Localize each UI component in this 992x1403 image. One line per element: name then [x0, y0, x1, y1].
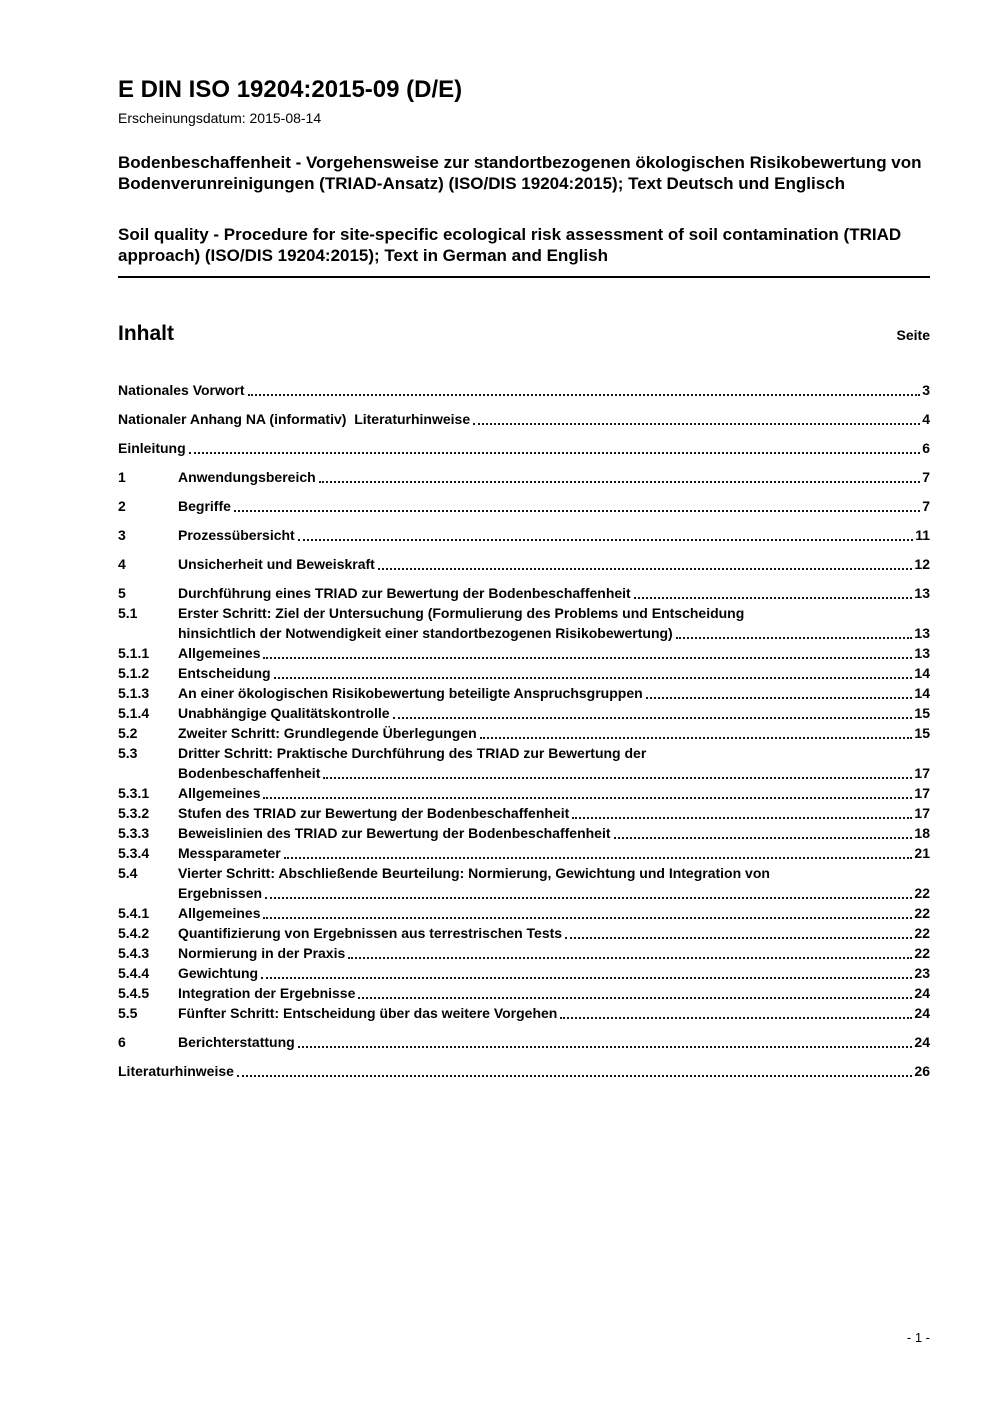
- toc-entry-label: An einer ökologischen Risikobewertung beteiligte Anspruchsgruppen: [178, 684, 643, 701]
- toc-entry-line: [178, 983, 930, 1003]
- toc-entry-label: Messparameter: [178, 844, 281, 861]
- toc-entry-body: [178, 983, 930, 1003]
- toc-entry-label: Durchführung eines TRIAD zur Bewertung der Bodenbeschaffenheit: [178, 584, 631, 601]
- toc-entry-label: Zweiter Schritt: Grundlegende Überlegungen: [178, 724, 477, 741]
- toc-entry-label-line1: Erster Schritt: Ziel der Untersuchung (Formulierung des Problems und Entscheidung: [178, 604, 745, 621]
- toc-entry-body: [178, 1032, 930, 1052]
- toc-entry-label: Allgemeines: [178, 904, 261, 921]
- toc-entry: [118, 554, 930, 574]
- toc-entry-page: 21: [914, 844, 930, 861]
- toc-entry-page: 24: [914, 1004, 930, 1021]
- toc-entry-number: 5.1.2: [118, 664, 150, 681]
- toc-entry-number: 5.3.1: [118, 784, 150, 801]
- toc-entry-number: 5.1.3: [118, 684, 150, 701]
- toc-entry-line: [178, 883, 930, 903]
- toc-entry-number: 3: [118, 526, 126, 543]
- table-of-contents: [118, 380, 930, 1081]
- toc-entry-body: [178, 1003, 930, 1023]
- toc-entry-page: 14: [914, 684, 930, 701]
- dotted-leader: [298, 1046, 913, 1048]
- toc-entry-body: [178, 703, 930, 723]
- toc-entry-label: Normierung in der Praxis: [178, 944, 346, 961]
- toc-entry-page: 4: [922, 410, 930, 427]
- toc-entry-page: 14: [914, 664, 930, 681]
- dotted-leader: [676, 637, 913, 639]
- toc-entry: [118, 1003, 930, 1023]
- toc-entry: [118, 983, 930, 1003]
- dotted-leader: [189, 452, 921, 454]
- toc-entry-body: [178, 663, 930, 683]
- toc-entry-page: 22: [914, 944, 930, 961]
- toc-entry-body: [178, 643, 930, 663]
- publication-date: Erscheinungsdatum: 2015-08-14: [118, 109, 322, 126]
- toc-entry-label: Bodenbeschaffenheit: [178, 764, 321, 781]
- dotted-leader: [348, 957, 912, 959]
- dotted-leader: [263, 797, 912, 799]
- toc-entry: [118, 380, 930, 400]
- dotted-leader: [261, 977, 912, 979]
- toc-entry-line: [178, 783, 930, 803]
- toc-entry-body: [118, 409, 930, 429]
- toc-entry-label: Gewichtung: [178, 964, 259, 981]
- toc-entry-page: 3: [922, 381, 930, 398]
- toc-entry-page: 26: [914, 1062, 930, 1079]
- toc-entry-label: Prozessübersicht: [178, 526, 295, 543]
- toc-entry: [118, 683, 930, 703]
- toc-entry-page: 12: [914, 555, 930, 572]
- toc-entry-page: 11: [915, 526, 930, 543]
- toc-entry-number: 5.1.1: [118, 644, 150, 661]
- toc-entry-number: 5: [118, 584, 126, 601]
- dotted-leader: [646, 697, 913, 699]
- toc-entry-page: 13: [914, 644, 930, 661]
- toc-entry-line: [178, 467, 930, 487]
- toc-entry-label: Literaturhinweise: [118, 1062, 234, 1079]
- toc-entry-label: Unsicherheit und Beweiskraft: [178, 555, 375, 572]
- toc-entry: [118, 1032, 930, 1052]
- toc-entry-line: [118, 380, 930, 400]
- toc-entry-label: Nationaler Anhang NA (informativ) Literaturhinweise: [118, 410, 471, 427]
- dotted-leader: [234, 510, 920, 512]
- toc-entry: [118, 843, 930, 863]
- toc-entry: [118, 863, 930, 903]
- toc-entry: [118, 467, 930, 487]
- toc-entry-line: [178, 496, 930, 516]
- toc-entry-number: 6: [118, 1033, 126, 1050]
- toc-header-row: [118, 322, 930, 346]
- toc-entry-line: [178, 943, 930, 963]
- toc-entry-body: [118, 380, 930, 400]
- toc-entry-label: Beweislinien des TRIAD zur Bewertung der Bodenbeschaffenheit: [178, 824, 611, 841]
- document-number: E DIN ISO 19204:2015-09 (D/E): [118, 76, 463, 103]
- toc-entry-number: 5.4.5: [118, 984, 150, 1001]
- toc-entry-body: [118, 438, 930, 458]
- dotted-leader: [565, 937, 912, 939]
- title-german: Bodenbeschaffenheit - Vorgehensweise zur standortbezogenen ökologischen Risikobewertung von Bodenverunreinigungen (TRIAD-Ansatz) (ISO/DIS 19204:2015); Text Deutsch und Englisch: [118, 152, 922, 194]
- dotted-leader: [265, 897, 912, 899]
- toc-entry: [118, 783, 930, 803]
- toc-page-column-label: Seite: [896, 326, 930, 343]
- toc-entry-body: [178, 783, 930, 803]
- toc-entry-number: 5.1: [118, 604, 138, 621]
- toc-entry-label-line1: Dritter Schritt: Praktische Durchführung des TRIAD zur Bewertung der: [178, 744, 647, 761]
- toc-entry: [118, 743, 930, 783]
- toc-entry-page: 17: [914, 784, 930, 801]
- toc-entry-label: Allgemeines: [178, 644, 261, 661]
- toc-entry-label: Quantifizierung von Ergebnissen aus terrestrischen Tests: [178, 924, 563, 941]
- dotted-leader: [480, 737, 913, 739]
- toc-entry-page: 13: [914, 624, 930, 641]
- toc-entry: [118, 583, 930, 603]
- toc-entry: [118, 603, 930, 643]
- dotted-leader: [284, 857, 913, 859]
- toc-entry-number: 5.3.2: [118, 804, 150, 821]
- toc-entry-number: 5.1.4: [118, 704, 150, 721]
- dotted-leader: [237, 1075, 913, 1077]
- toc-entry-line: [178, 583, 930, 603]
- dotted-leader: [634, 597, 913, 599]
- toc-entry-number: 2: [118, 497, 126, 514]
- toc-entry: [118, 903, 930, 923]
- toc-entry-page: 17: [914, 764, 930, 781]
- toc-entry-label: Fünfter Schritt: Entscheidung über das weitere Vorgehen: [178, 1004, 558, 1021]
- dotted-leader: [560, 1017, 912, 1019]
- toc-entry-number: 5.4.4: [118, 964, 150, 981]
- toc-entry: [118, 496, 930, 516]
- toc-entry-label: Unabhängige Qualitätskontrolle: [178, 704, 390, 721]
- toc-entry-line: [178, 803, 930, 823]
- toc-entry-line: [178, 643, 930, 663]
- toc-entry: [118, 643, 930, 663]
- toc-entry-label: Allgemeines: [178, 784, 261, 801]
- toc-entry-line: [178, 703, 930, 723]
- toc-entry-page: 24: [914, 984, 930, 1001]
- dotted-leader: [572, 817, 912, 819]
- toc-entry-label-line1: Vierter Schritt: Abschließende Beurteilung: Normierung, Gewichtung und Integration von: [178, 864, 770, 881]
- title-english: Soil quality - Procedure for site-specific ecological risk assessment of soil contamination (TRIAD approach) (ISO/DIS 19204:2015); Text in German and English: [118, 224, 930, 278]
- toc-entry-page: 18: [914, 824, 930, 841]
- toc-entry: [118, 943, 930, 963]
- toc-entry-body: [178, 943, 930, 963]
- toc-entry-label: Anwendungsbereich: [178, 468, 316, 485]
- toc-entry-page: 7: [922, 497, 930, 514]
- toc-entry-number: 5.4.3: [118, 944, 150, 961]
- toc-entry-number: 1: [118, 468, 126, 485]
- toc-entry-number: 5.2: [118, 724, 138, 741]
- toc-entry-page: 22: [914, 924, 930, 941]
- toc-entry-label: Berichterstattung: [178, 1033, 295, 1050]
- toc-entry-body: [178, 823, 930, 843]
- toc-entry: [118, 723, 930, 743]
- toc-entry: [118, 803, 930, 823]
- toc-entry-label: Nationales Vorwort: [118, 381, 245, 398]
- toc-entry-line: [178, 923, 930, 943]
- toc-entry-body: [178, 603, 930, 643]
- dotted-leader: [323, 777, 912, 779]
- toc-entry-number: 5.4: [118, 864, 138, 881]
- toc-entry-line: [178, 525, 930, 545]
- toc-entry-page: 22: [914, 904, 930, 921]
- page-number-footer: - 1 -: [906, 1330, 930, 1345]
- toc-entry-body: [178, 496, 930, 516]
- toc-entry-line: [178, 663, 930, 683]
- toc-entry-page: 6: [922, 439, 930, 456]
- toc-entry-page: 15: [914, 704, 930, 721]
- toc-heading: Inhalt: [118, 321, 174, 345]
- toc-entry-page: 23: [914, 964, 930, 981]
- toc-entry: [118, 409, 930, 429]
- toc-entry-line: [118, 409, 930, 429]
- toc-entry-line: [178, 903, 930, 923]
- toc-entry-number: 5.5: [118, 1004, 138, 1021]
- toc-entry-line: [118, 1061, 930, 1081]
- dotted-leader: [614, 837, 913, 839]
- toc-entry-body: [178, 525, 930, 545]
- toc-entry: [118, 703, 930, 723]
- toc-entry-body: [178, 843, 930, 863]
- toc-entry-page: 24: [914, 1033, 930, 1050]
- toc-entry-line: [178, 1032, 930, 1052]
- toc-entry-label: Einleitung: [118, 439, 186, 456]
- toc-entry-number: 5.4.1: [118, 904, 150, 921]
- toc-entry-line: [118, 438, 930, 458]
- toc-entry: [118, 1061, 930, 1081]
- toc-entry-page: 13: [914, 584, 930, 601]
- dotted-leader: [473, 423, 920, 425]
- dotted-leader: [263, 917, 912, 919]
- dotted-leader: [393, 717, 913, 719]
- toc-entry-body: [178, 863, 930, 903]
- toc-entry-number: 5.3.4: [118, 844, 150, 861]
- toc-entry-line: [178, 554, 930, 574]
- dotted-leader: [378, 568, 913, 570]
- toc-entry-body: [118, 1061, 930, 1081]
- toc-entry-number: 5.4.2: [118, 924, 150, 941]
- toc-entry-body: [178, 723, 930, 743]
- toc-entry-number: 5.3: [118, 744, 138, 761]
- toc-entry-body: [178, 467, 930, 487]
- toc-entry-line: [178, 823, 930, 843]
- toc-entry-label: Entscheidung: [178, 664, 271, 681]
- toc-entry-body: [178, 683, 930, 703]
- toc-entry-body: [178, 903, 930, 923]
- dotted-leader: [298, 539, 913, 541]
- toc-entry-number: 5.3.3: [118, 824, 150, 841]
- toc-entry-body: [178, 963, 930, 983]
- toc-entry-line: [178, 1003, 930, 1023]
- toc-entry: [118, 438, 930, 458]
- toc-entry-body: [178, 803, 930, 823]
- toc-entry-label: Ergebnissen: [178, 884, 263, 901]
- toc-entry-label: Integration der Ergebnisse: [178, 984, 356, 1001]
- toc-entry-page: 7: [922, 468, 930, 485]
- toc-entry-line: [178, 623, 930, 643]
- toc-entry-label: hinsichtlich der Notwendigkeit einer standortbezogenen Risikobewertung): [178, 624, 673, 641]
- toc-entry: [118, 963, 930, 983]
- toc-entry-page: 17: [914, 804, 930, 821]
- toc-entry-page: 15: [914, 724, 930, 741]
- toc-entry-body: [178, 554, 930, 574]
- toc-entry-body: [178, 743, 930, 783]
- toc-entry-label: Stufen des TRIAD zur Bewertung der Bodenbeschaffenheit: [178, 804, 570, 821]
- toc-entry-page: 22: [914, 884, 930, 901]
- toc-entry: [118, 923, 930, 943]
- toc-entry-body: [178, 583, 930, 603]
- dotted-leader: [248, 394, 921, 396]
- toc-entry-body: [178, 923, 930, 943]
- toc-entry-line: [178, 763, 930, 783]
- toc-entry-number: 4: [118, 555, 126, 572]
- toc-entry-label: Begriffe: [178, 497, 231, 514]
- toc-entry: [118, 663, 930, 683]
- toc-entry: [118, 823, 930, 843]
- dotted-leader: [319, 481, 921, 483]
- toc-entry-line: [178, 683, 930, 703]
- toc-entry-line: [178, 843, 930, 863]
- toc-entry-line: [178, 963, 930, 983]
- dotted-leader: [274, 677, 913, 679]
- dotted-leader: [358, 997, 912, 999]
- dotted-leader: [263, 657, 912, 659]
- toc-entry-line: [178, 723, 930, 743]
- toc-entry: [118, 525, 930, 545]
